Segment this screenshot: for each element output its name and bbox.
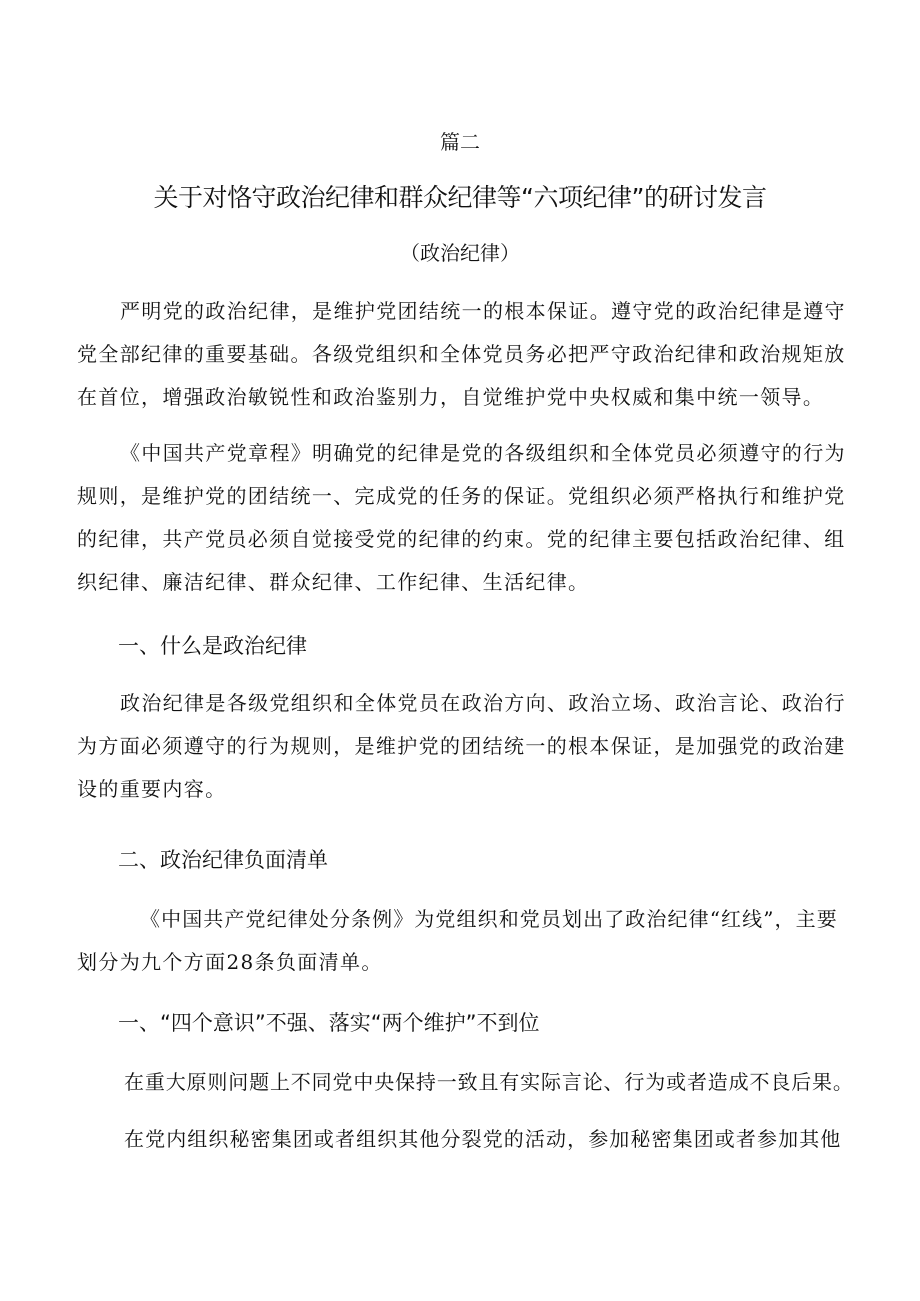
paragraph-4-line-2: 划分为九个方面28条负面清单。 [77, 950, 383, 974]
paragraph-3-line-3: 设的重要内容。 [77, 777, 227, 801]
paragraph-2-line-4: 织纪律、廉洁纪律、群众纪律、工作纪律、生活纪律。 [77, 570, 590, 594]
paragraph-2-line-1: 《中国共产党章程》明确党的纪律是党的各级组织和全体党员必须遵守的行为 [120, 441, 846, 465]
paragraph-3-line-2: 为方面必须遵守的行为规则，是维护党的团结统一的根本保证，是加强党的政治建 [77, 734, 846, 758]
section-label: 篇二 [440, 130, 480, 154]
section-heading-1: 一、什么是政治纪律 [118, 634, 307, 658]
document-subtitle: （政治纪律） [400, 241, 520, 265]
paragraph-2-line-2: 规则，是维护党的团结统一、完成党的任务的保证。党组织必须严格执行和维护党 [77, 484, 846, 508]
paragraph-5-line-1: 在重大原则问题上不同党中央保持一致且有实际言论、行为或者造成不良后果。 [124, 1070, 854, 1094]
document-title: 关于对恪守政治纪律和群众纪律等“六项纪律”的研讨发言 [153, 183, 767, 212]
paragraph-1-line-3: 在首位，增强政治敏锐性和政治鉴别力，自觉维护党中央权威和集中统一领导。 [77, 385, 825, 409]
section-heading-3: 一、“四个意识”不强、落实“两个维护”不到位 [118, 1011, 540, 1035]
paragraph-2-line-3: 的纪律，共产党员必须自觉接受党的纪律的约束。党的纪律主要包括政治纪律、组 [77, 527, 846, 551]
paragraph-1-line-1: 严明党的政治纪律，是维护党团结统一的根本保证。遵守党的政治纪律是遵守 [120, 299, 846, 323]
paragraph-4-line-1: 《中国共产党纪律处分条例》为党组织和党员划出了政治纪律“红线”，主要 [140, 907, 838, 931]
paragraph-3-line-1: 政治纪律是各级党组织和全体党员在政治方向、政治立场、政治言论、政治行 [120, 691, 846, 715]
section-heading-2: 二、政治纪律负面清单 [118, 848, 328, 872]
paragraph-6-line-1: 在党内组织秘密集团或者组织其他分裂党的活动，参加秘密集团或者参加其他 [124, 1127, 842, 1151]
paragraph-1-line-2: 党全部纪律的重要基础。各级党组织和全体党员务必把严守政治纪律和政治规矩放 [77, 342, 846, 366]
